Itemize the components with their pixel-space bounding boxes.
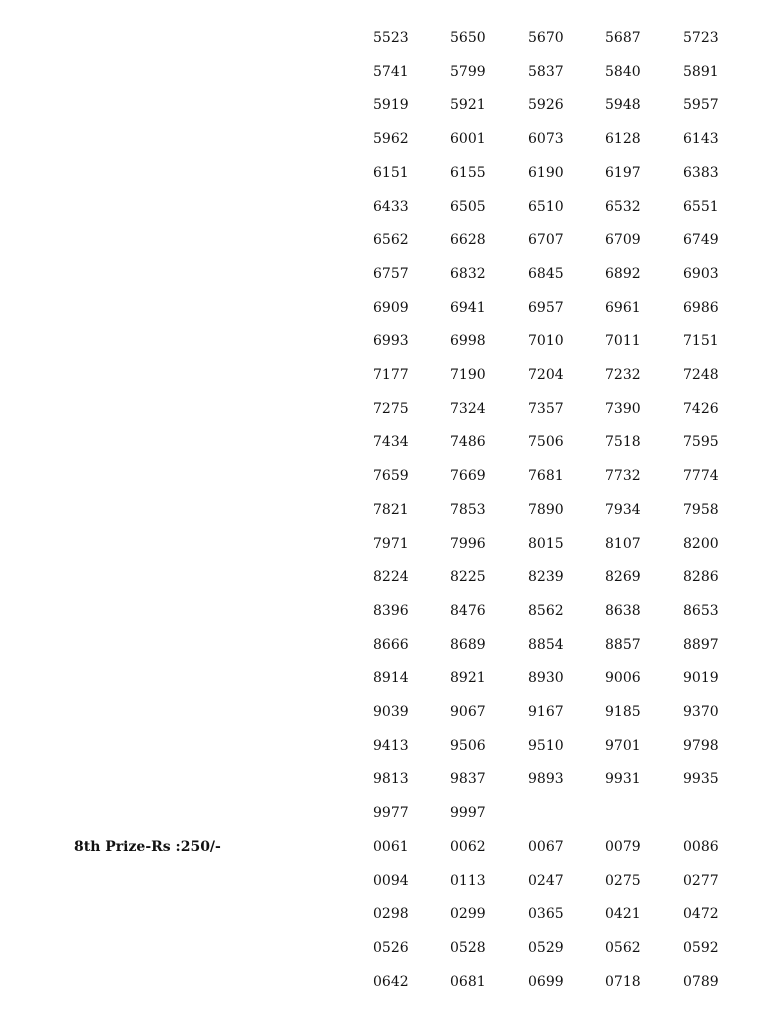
ticket-number: 9067 [450,704,486,720]
number-row [0,905,759,923]
ticket-number: 9510 [528,737,564,754]
ticket-number: 0275 [605,872,641,889]
number-row [0,770,759,788]
number-row [0,703,759,721]
ticket-number: 7732 [605,468,641,485]
ticket-number: 8286 [683,569,719,586]
ticket-number: 9997 [450,805,486,822]
ticket-number: 6505 [450,198,486,215]
ticket-number: 5957 [683,97,719,114]
ticket-number: 8854 [528,636,564,653]
ticket-number: 9837 [450,771,486,788]
ticket-number: 9006 [605,670,641,687]
ticket-number: 5650 [450,30,486,46]
number-row [0,568,759,586]
ticket-number: 9167 [528,704,564,720]
number-row [0,332,759,350]
ticket-number: 0592 [683,939,719,956]
number-row [0,400,759,418]
ticket-number: 5921 [450,97,486,114]
ticket-number: 6510 [528,198,564,215]
ticket-number: 0699 [528,973,564,990]
ticket-number: 8476 [450,602,486,619]
ticket-number: 0061 [373,838,409,855]
ticket-number: 9019 [683,670,719,687]
ticket-number: 0529 [528,939,564,956]
ticket-number: 0067 [528,838,564,855]
ticket-number: 8107 [605,535,641,552]
ticket-number: 7659 [373,468,409,485]
ticket-number: 7204 [528,367,564,383]
ticket-number: 0718 [605,973,641,990]
ticket-number: 7151 [683,333,719,350]
ticket-number: 9798 [683,737,719,754]
ticket-number: 8638 [605,602,641,619]
ticket-number: 6909 [373,299,409,316]
ticket-number: 0421 [605,906,641,923]
ticket-number: 5840 [605,63,641,80]
ticket-number: 6383 [683,164,719,181]
number-row [0,433,759,451]
ticket-number: 0526 [373,939,409,956]
number-row [0,366,759,384]
ticket-number: 8921 [450,670,486,687]
ticket-number: 0086 [683,838,719,855]
ticket-number: 6073 [528,131,564,148]
ticket-number: 8653 [683,602,719,619]
ticket-number: 6961 [605,299,641,316]
ticket-number: 6001 [450,131,486,148]
ticket-number: 6709 [605,232,641,249]
ticket-number: 9185 [605,704,641,720]
ticket-number: 5670 [528,30,564,46]
ticket-number: 8930 [528,670,564,687]
ticket-number: 7486 [450,434,486,451]
ticket-number: 7821 [373,501,409,518]
number-row [0,164,759,182]
number-row [0,737,759,755]
ticket-number: 8857 [605,636,641,653]
number-row [0,299,759,317]
ticket-number: 7506 [528,434,564,451]
ticket-number: 6993 [373,333,409,350]
number-row [0,804,759,822]
ticket-number: 9931 [605,771,641,788]
ticket-number: 6903 [683,265,719,282]
number-row [0,265,759,283]
ticket-number: 7890 [528,501,564,518]
ticket-number: 5741 [373,63,409,80]
ticket-number: 0365 [528,906,564,923]
number-row [0,501,759,519]
ticket-number: 8914 [373,670,409,687]
ticket-number: 7934 [605,501,641,518]
ticket-number: 0642 [373,973,409,990]
ticket-number: 5523 [373,30,409,46]
ticket-number: 0789 [683,973,719,990]
ticket-number: 9701 [605,737,641,754]
ticket-number: 7324 [450,400,486,417]
ticket-number: 9893 [528,771,564,788]
number-row [0,198,759,216]
ticket-number: 0079 [605,838,641,855]
ticket-number: 9413 [373,737,409,754]
ticket-number: 8897 [683,636,719,653]
ticket-number: 7958 [683,501,719,518]
ticket-number: 8689 [450,636,486,653]
ticket-number: 0299 [450,906,486,923]
ticket-number: 6757 [373,265,409,282]
ticket-number: 7426 [683,400,719,417]
ticket-number: 0528 [450,939,486,956]
number-row [0,467,759,485]
ticket-number: 7190 [450,367,486,383]
ticket-number: 7595 [683,434,719,451]
ticket-number: 8225 [450,569,486,586]
ticket-number: 6998 [450,333,486,350]
ticket-number: 6151 [373,164,409,181]
ticket-number: 6832 [450,265,486,282]
ticket-number: 7010 [528,333,564,350]
ticket-number: 6143 [683,131,719,148]
ticket-number: 8200 [683,535,719,552]
ticket-number: 7232 [605,367,641,383]
ticket-number: 6845 [528,265,564,282]
ticket-number: 7853 [450,501,486,518]
ticket-number: 5926 [528,97,564,114]
ticket-number: 0277 [683,872,719,889]
ticket-number: 5723 [683,30,719,46]
ticket-number: 8396 [373,602,409,619]
number-row [0,63,759,81]
ticket-number: 6707 [528,232,564,249]
ticket-number: 7996 [450,535,486,552]
ticket-number: 6190 [528,164,564,181]
ticket-number: 0562 [605,939,641,956]
ticket-number: 7011 [605,333,641,350]
ticket-number: 7518 [605,434,641,451]
ticket-number: 9039 [373,704,409,720]
number-row [0,838,759,856]
ticket-number: 8562 [528,602,564,619]
ticket-number: 7669 [450,468,486,485]
ticket-number: 9813 [373,771,409,788]
ticket-number: 6155 [450,164,486,181]
ticket-number: 0681 [450,973,486,990]
ticket-number: 6986 [683,299,719,316]
ticket-number: 5837 [528,63,564,80]
ticket-number: 6197 [605,164,641,181]
ticket-number: 0472 [683,906,719,923]
ticket-number: 5799 [450,63,486,80]
prize-heading: 8th Prize-Rs :250/- [74,838,221,855]
ticket-number: 0247 [528,872,564,889]
ticket-number: 9977 [373,805,409,822]
number-row [0,96,759,114]
ticket-number: 6749 [683,232,719,249]
ticket-number: 5891 [683,63,719,80]
ticket-number: 8224 [373,569,409,586]
ticket-number: 0094 [373,872,409,889]
ticket-number: 6892 [605,265,641,282]
ticket-number: 7390 [605,400,641,417]
ticket-number: 0062 [450,838,486,855]
number-row [0,535,759,553]
ticket-number: 6957 [528,299,564,316]
ticket-number: 8666 [373,636,409,653]
number-row [0,872,759,890]
ticket-number: 8239 [528,569,564,586]
ticket-number: 7248 [683,367,719,383]
ticket-number: 7177 [373,367,409,383]
number-row [0,669,759,687]
ticket-number: 5919 [373,97,409,114]
ticket-number: 6941 [450,299,486,316]
ticket-number: 0113 [450,872,486,889]
ticket-number: 6532 [605,198,641,215]
ticket-number: 6551 [683,198,719,215]
ticket-number: 8269 [605,569,641,586]
ticket-number: 5948 [605,97,641,114]
ticket-number: 5962 [373,131,409,148]
ticket-number: 7774 [683,468,719,485]
number-row [0,973,759,991]
ticket-number: 8015 [528,535,564,552]
number-row [0,29,759,47]
number-row [0,130,759,148]
number-row [0,602,759,620]
ticket-number: 5687 [605,30,641,46]
ticket-number: 6628 [450,232,486,249]
number-row [0,939,759,957]
ticket-number: 6128 [605,131,641,148]
ticket-number: 9506 [450,737,486,754]
ticket-number: 0298 [373,906,409,923]
ticket-number: 7681 [528,468,564,485]
number-row [0,636,759,654]
ticket-number: 9935 [683,771,719,788]
ticket-number: 7434 [373,434,409,451]
ticket-number: 7971 [373,535,409,552]
ticket-number: 6433 [373,198,409,215]
ticket-number: 7357 [528,400,564,417]
number-row [0,231,759,249]
ticket-number: 7275 [373,400,409,417]
ticket-number: 9370 [683,704,719,720]
ticket-number: 6562 [373,232,409,249]
